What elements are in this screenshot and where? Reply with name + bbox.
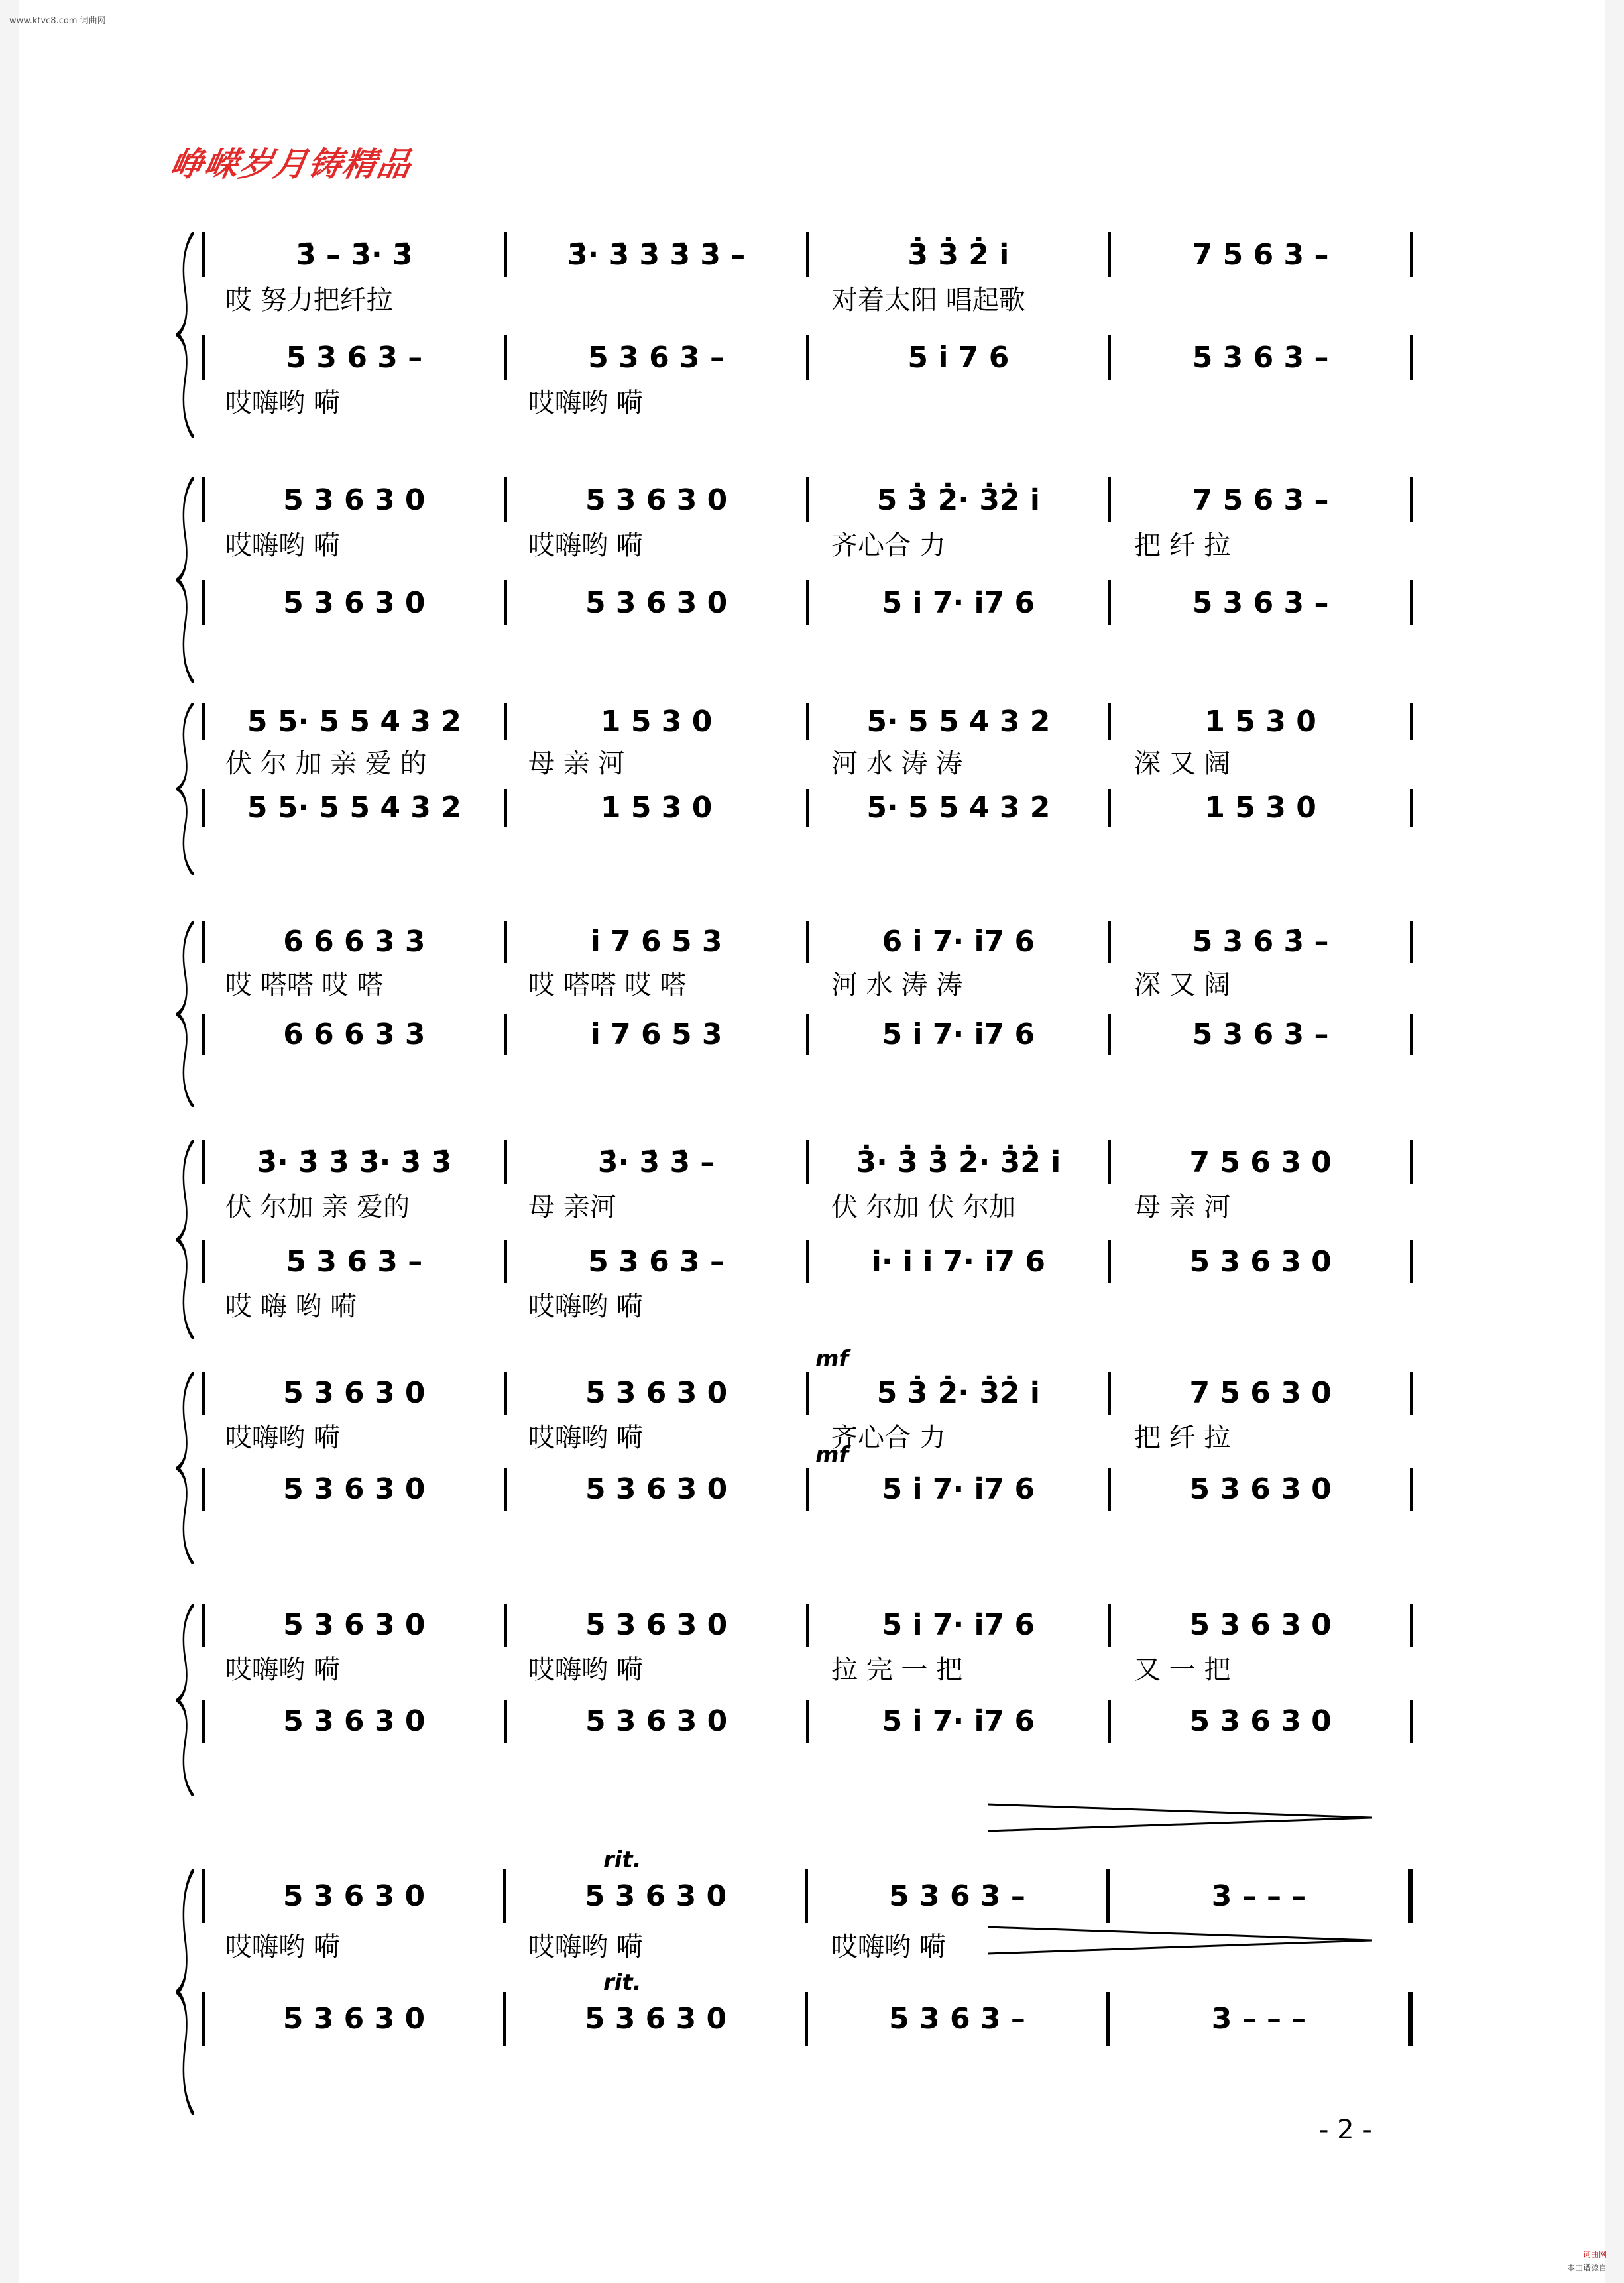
lyric-text	[1110, 2048, 1413, 2081]
lyric-text: 母 亲 河	[1134, 1192, 1231, 1222]
barline	[1410, 789, 1413, 827]
measure-notes: 5 3 6 3̇ –	[1192, 925, 1329, 959]
barline	[1410, 1014, 1413, 1055]
upper-lyrics-line	[202, 279, 1413, 316]
lyric-text: 哎嗨哟 嗬	[528, 530, 643, 561]
system-brace	[176, 477, 196, 683]
lower-lyrics-line	[202, 829, 1413, 862]
measure-notes: 5 3 6 3 0	[1189, 1472, 1332, 1507]
tempo-marking: rit.	[603, 1847, 642, 1873]
barline	[1410, 232, 1413, 277]
barline	[1410, 1468, 1413, 1511]
measure-notes: 3̇· 3̇ 3̇ 2̇· 3̇2̇ i̇	[856, 1145, 1061, 1179]
measure-notes: 5 3 6 3 0	[283, 1376, 426, 1411]
system-brace	[176, 232, 196, 438]
measure-notes: 6 6 6 3 3	[283, 1018, 426, 1052]
measure-notes: 5 3 6 3 0	[283, 1608, 426, 1643]
lyric-text: 河 水 涛 涛	[831, 970, 963, 1001]
barline	[1410, 1240, 1413, 1283]
barline	[1410, 1140, 1413, 1184]
lyric-text	[807, 1513, 1110, 1546]
lower-lyrics-line	[202, 1513, 1413, 1546]
barline	[1410, 1700, 1413, 1743]
lower-lyrics-line	[202, 1057, 1413, 1090]
measure-notes: 6 i̇ 7· i̇7 6	[882, 925, 1035, 959]
measure-notes: 1 5 3 0	[1204, 705, 1316, 739]
lyric-text	[504, 627, 807, 660]
barline	[1410, 477, 1413, 522]
lyric-text: 哎嗨哟 嗬	[528, 1932, 643, 1963]
measure-notes: 5 3̇ 2̇· 3̇2̇ i̇	[876, 483, 1040, 517]
lyric-text	[504, 1057, 807, 1090]
upper-voice-line	[202, 1604, 1413, 1647]
measure-notes: 5 3 6 3 –	[1192, 340, 1329, 375]
lyric-text: 伏 尔加 亲 爱的	[225, 1192, 410, 1222]
barline	[1410, 580, 1413, 625]
upper-lyrics-line	[202, 964, 1413, 1001]
footer-site: 词曲网	[1582, 2250, 1607, 2259]
lyric-text: 深 又 阔	[1134, 748, 1231, 779]
lower-lyrics-line	[202, 382, 1413, 419]
measure-notes: 5 3 6 3 0	[585, 1704, 728, 1739]
barline	[1410, 335, 1413, 380]
lyric-text	[807, 627, 1110, 660]
score-system	[179, 232, 1413, 438]
lyric-text: 伏 尔加 伏 尔加	[831, 1192, 1016, 1222]
lyric-text	[1110, 1513, 1413, 1546]
lyric-text: 哎嗨哟 嗬	[528, 1654, 643, 1685]
lyric-text: 深 又 阔	[1134, 970, 1231, 1001]
system-brace	[176, 1604, 196, 1796]
lyric-text: 哎嗨哟 嗬	[528, 1422, 643, 1453]
lyric-text: 哎嗨哟 嗬	[831, 1932, 946, 1963]
lyric-text	[807, 382, 1110, 415]
measure-notes: 6 6 6 3 3	[283, 925, 426, 959]
upper-lyrics-line	[202, 1649, 1413, 1685]
measure-notes: 5 3 6 3 0	[584, 1879, 727, 1914]
dynamic-marking: mf	[815, 1346, 849, 1372]
measure-notes: 5 3 6 3 0	[584, 2002, 727, 2036]
system-brace	[176, 703, 196, 875]
lower-voice-line	[202, 1240, 1413, 1283]
lyric-text: 哎 嗨 哟 嗬	[225, 1291, 357, 1322]
lyric-text	[504, 279, 807, 312]
diminuendo-hairpin	[988, 1926, 1372, 1955]
lyric-text	[504, 829, 807, 862]
system-brace	[176, 1140, 196, 1339]
dynamic-marking: mf	[815, 1442, 849, 1468]
upper-voice-line	[202, 232, 1413, 277]
measure-notes: 5 3 6 3 0	[585, 1608, 728, 1643]
lyric-text	[504, 1513, 807, 1546]
lyric-text: 母 亲河	[528, 1192, 616, 1222]
score-system	[179, 703, 1413, 875]
measure-notes: 5 i̇ 7· i̇7 6	[882, 585, 1035, 620]
measure-notes: 3 – – –	[1211, 2002, 1306, 2036]
measure-notes: i̇ 7 6 5 3	[590, 1018, 723, 1052]
lyric-text: 拉 完 一 把	[831, 1654, 963, 1685]
measure-notes: 5 3 6 3 0	[282, 1879, 426, 1914]
diminuendo-hairpin	[988, 1803, 1372, 1832]
lyric-text: 哎嗨哟 嗬	[528, 1291, 643, 1322]
upper-voice-line	[202, 1869, 1413, 1923]
measure-notes: 3̇ – 3̇· 3̇	[296, 237, 413, 272]
lyric-text	[1110, 279, 1413, 312]
page-number: - 2 -	[1319, 2115, 1372, 2145]
lyric-text: 母 亲 河	[528, 748, 625, 779]
barline	[1410, 1604, 1413, 1647]
system-brace	[176, 921, 196, 1107]
barline	[1408, 1869, 1413, 1923]
lyric-text	[504, 2048, 807, 2081]
upper-lyrics-line	[202, 1417, 1413, 1453]
lyric-text: 哎嗨哟 嗬	[225, 530, 340, 561]
lyric-text: 齐心合 力	[831, 530, 946, 561]
lyric-text	[807, 1057, 1110, 1090]
lower-lyrics-line	[202, 1745, 1413, 1778]
lower-lyrics-line	[202, 2048, 1413, 2081]
lyric-text	[202, 627, 504, 660]
score-system	[179, 921, 1413, 1107]
measure-notes: 5 5· 5 5 4 3 2	[247, 791, 461, 825]
measure-notes: 5 3 6 3 0	[1189, 1244, 1332, 1279]
upper-voice-line	[202, 921, 1413, 963]
measure-notes: 3̇· 3̇ 3̇ 3̇· 3̇ 3̇	[257, 1145, 452, 1179]
lower-voice-line	[202, 1468, 1413, 1511]
measure-notes: 7 5 6 3 –	[1192, 483, 1329, 517]
measure-notes: 5 3 6 3 0	[282, 2002, 426, 2036]
measure-notes: 5 3 6 3 –	[588, 340, 725, 375]
lyric-text	[1110, 1745, 1413, 1778]
measure-notes: i̇· i̇ i̇ 7· i̇7 6	[871, 1244, 1045, 1279]
barline	[1410, 703, 1413, 740]
lyric-text	[202, 2048, 504, 2081]
score-system	[179, 1346, 1413, 1564]
upper-voice-line	[202, 703, 1413, 740]
measure-notes: 5 3̇ 2̇· 3̇2̇ i̇	[876, 1376, 1040, 1411]
lower-voice-line	[202, 1700, 1413, 1743]
measure-notes: 5 3 6 3 0	[283, 585, 426, 620]
lower-voice-line	[202, 335, 1413, 380]
lower-voice-line	[202, 1014, 1413, 1055]
lyric-text: 伏 尔 加 亲 爱 的	[225, 748, 427, 779]
score-system	[179, 1140, 1413, 1339]
lower-lyrics-line	[202, 627, 1413, 660]
lower-voice-line	[202, 1992, 1413, 2046]
lyric-text	[202, 1057, 504, 1090]
brand-slogan: 峥嵘岁月铸精品	[167, 145, 416, 184]
header-url: www.ktvc8.com 词曲网	[9, 16, 106, 26]
barline	[1410, 1372, 1413, 1415]
lower-voice-line	[202, 580, 1413, 625]
lyric-text	[807, 829, 1110, 862]
lyric-text: 齐心合 力	[831, 1422, 946, 1453]
measure-notes: 5 3 6 3 –	[286, 1244, 423, 1279]
measure-notes: 5 3 6 3 0	[283, 483, 426, 517]
lyric-text: 哎 嗒嗒 哎 嗒	[528, 970, 687, 1001]
measure-notes: 5 3 6 3 –	[588, 1244, 725, 1279]
measure-notes: 5 3 6 3 –	[889, 2002, 1025, 2036]
footer-source: 本曲谱源自	[1566, 2263, 1607, 2272]
measure-notes: 7 5 6 3 0	[1189, 1376, 1332, 1411]
lyric-text: 哎嗨哟 嗬	[528, 388, 643, 419]
lyric-text: 哎嗨哟 嗬	[225, 1932, 340, 1963]
barline	[1408, 1992, 1413, 2046]
measure-notes: 5· 5 5 4 3 2	[866, 791, 1051, 825]
measure-notes: 3 – – –	[1211, 1879, 1306, 1914]
score-system	[179, 1847, 1413, 2115]
upper-lyrics-line	[202, 524, 1413, 561]
measure-notes: 5 3 6 3 0	[585, 585, 728, 620]
lower-lyrics-line	[202, 1285, 1413, 1322]
measure-notes: 5 3 6 3 –	[889, 1879, 1025, 1914]
system-brace	[176, 1372, 196, 1564]
right-margin-strip	[1605, 0, 1624, 2283]
measure-notes: 5 5· 5 5 4 3 2	[247, 705, 461, 739]
lyric-text: 把 纤 拉	[1134, 1422, 1231, 1453]
lyric-text	[1110, 829, 1413, 862]
measure-notes: 5· 5 5 4 3 2	[866, 705, 1051, 739]
measure-notes: 7 5 6 3 0	[1189, 1145, 1332, 1179]
measure-notes: 3̇· 3̇ 3̇ 3̇ 3̇ –	[567, 237, 746, 272]
measure-notes: 5 i̇ 7· i̇7 6	[882, 1704, 1035, 1739]
measure-notes: 5 3 6 3 0	[585, 483, 728, 517]
measure-notes: 5 3 6 3 0	[585, 1472, 728, 1507]
tempo-marking: rit.	[603, 1969, 642, 1996]
measure-notes: 1 5 3 0	[600, 705, 713, 739]
upper-lyrics-line	[202, 1186, 1413, 1222]
lyric-text	[807, 1745, 1110, 1778]
measure-notes: 3̇· 3̇ 3̇ –	[597, 1145, 715, 1179]
upper-lyrics-line	[202, 742, 1413, 779]
measure-notes: 5 i̇ 7· i̇7 6	[882, 1608, 1035, 1643]
lyric-text	[202, 829, 504, 862]
measure-notes: 5 3 6 3 0	[1189, 1608, 1332, 1643]
measure-notes: 5 3 6 3 0	[283, 1472, 426, 1507]
upper-voice-line	[202, 1372, 1413, 1415]
measure-notes: 5 3 6 3 0	[283, 1704, 426, 1739]
lyric-text	[807, 2048, 1110, 2081]
measure-notes: 5 3 6 3 –	[1192, 585, 1329, 620]
lyric-text	[1110, 1285, 1413, 1318]
measure-notes: 3̇ 3̇ 2̇ i̇	[907, 237, 1010, 272]
measure-notes: 5 i̇ 7 6	[907, 340, 1010, 375]
lyric-text: 哎嗨哟 嗬	[225, 388, 340, 419]
lyric-text: 哎嗨哟 嗬	[225, 1422, 340, 1453]
lyric-text	[504, 1745, 807, 1778]
left-margin-strip	[0, 0, 19, 2283]
lyric-text: 哎 努力把纤拉	[225, 285, 393, 316]
lyric-text: 河 水 涛 涛	[831, 748, 963, 779]
lyric-text	[1110, 627, 1413, 660]
measure-notes: 1 5 3 0	[1204, 791, 1316, 825]
measure-notes: 1 5 3 0	[600, 791, 713, 825]
score-system	[179, 1604, 1413, 1796]
barline	[1410, 921, 1413, 963]
measure-notes: 5 3 6 3 0	[585, 1376, 728, 1411]
upper-voice-line	[202, 1140, 1413, 1184]
measure-notes: 5 i̇ 7· i̇7 6	[882, 1472, 1035, 1507]
lyric-text	[1110, 1057, 1413, 1090]
lyric-text: 哎 嗒嗒 哎 嗒	[225, 970, 384, 1001]
measure-notes: i̇ 7 6 5 3	[590, 925, 723, 959]
measure-notes: 7 5 6 3 –	[1192, 237, 1329, 272]
lyric-text: 又 一 把	[1134, 1654, 1231, 1685]
lyric-text: 对着太阳 唱起歌	[831, 285, 1025, 316]
lyric-text: 把 纤 拉	[1134, 530, 1231, 561]
measure-notes: 5 i̇ 7· i̇7 6	[882, 1018, 1035, 1052]
measure-notes: 5 3 6 3 –	[286, 340, 423, 375]
lyric-text	[202, 1745, 504, 1778]
system-brace	[176, 1869, 196, 2115]
lyric-text: 哎嗨哟 嗬	[225, 1654, 340, 1685]
upper-voice-line	[202, 477, 1413, 522]
measure-notes: 5 3 6 3 –	[1192, 1018, 1329, 1052]
lyric-text	[1110, 382, 1413, 415]
lower-voice-line	[202, 789, 1413, 827]
lyric-text	[202, 1513, 504, 1546]
score-system	[179, 477, 1413, 683]
lyric-text	[807, 1285, 1110, 1318]
measure-notes: 5 3 6 3 0	[1189, 1704, 1332, 1739]
